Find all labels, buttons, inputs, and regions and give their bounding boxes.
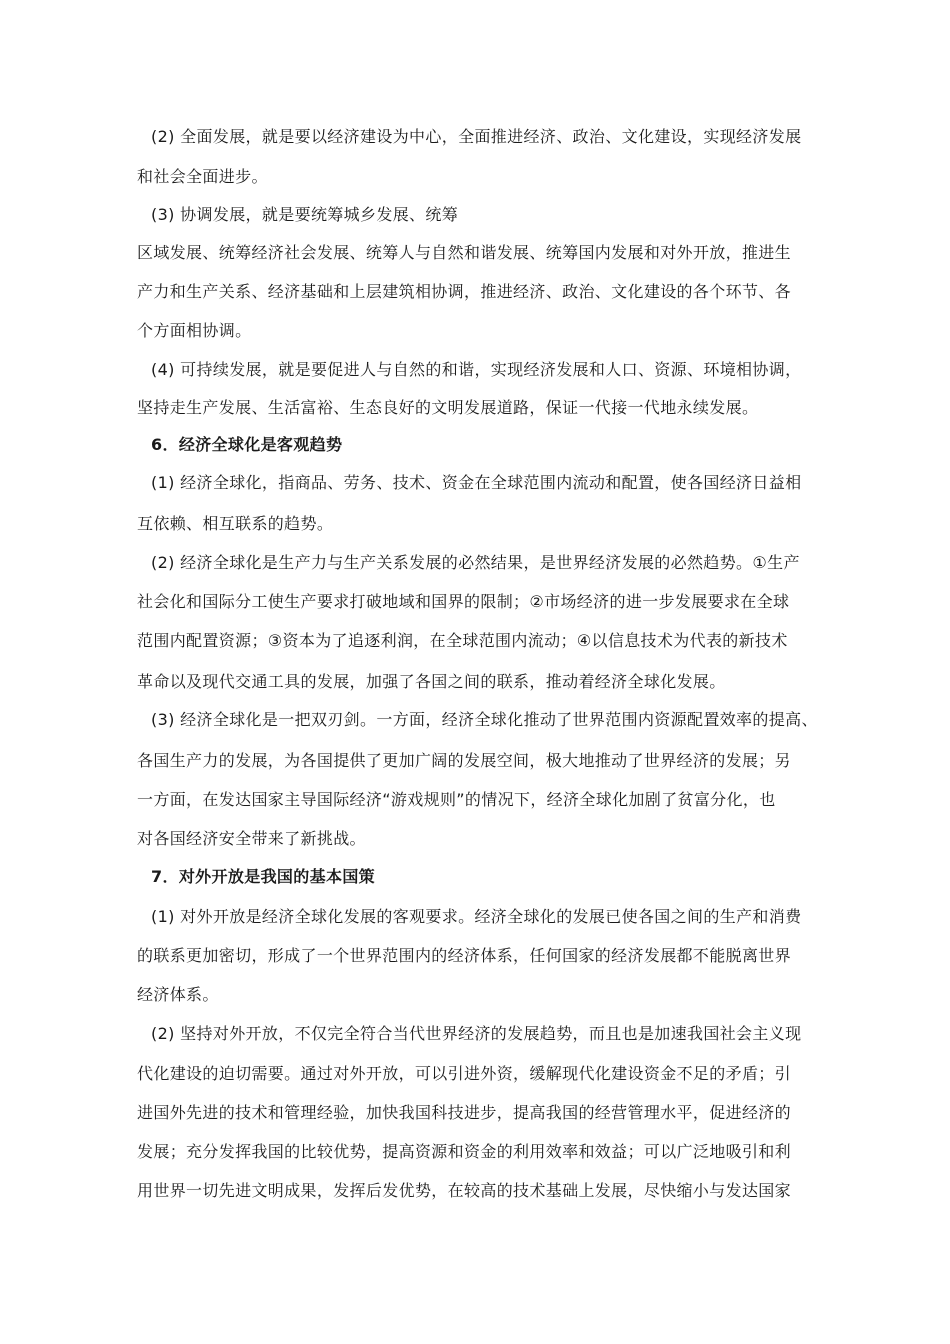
paragraph-line: 的联系更加密切，形成了一个世界范围内的经济体系，任何国家的经济发展都不能脱离世界 bbox=[137, 946, 792, 965]
paragraph-line: 一方面，在发达国家主导国际经济“游戏规则”的情况下，经济全球化加剧了贫富分化，也 bbox=[137, 790, 776, 809]
paragraph-line: 范围内配置资源；③资本为了追逐利润，在全球范围内流动；④以信息技术为代表的新技术 bbox=[137, 631, 788, 650]
paragraph-line: 个方面相协调。 bbox=[137, 321, 252, 340]
section-heading: 6．经济全球化是客观趋势 bbox=[151, 435, 343, 454]
paragraph-line: (3) 经济全球化是一把双刃剑。一方面，经济全球化推动了世界范围内资源配置效率的提高、 bbox=[151, 710, 818, 729]
paragraph-line: 产力和生产关系、经济基础和上层建筑相协调，推进经济、政治、文化建设的各个环节、各 bbox=[137, 282, 792, 301]
paragraph-line: 对各国经济安全带来了新挑战。 bbox=[137, 829, 366, 848]
paragraph-line: 代化建设的迫切需要。通过对外开放，可以引进外资，缓解现代化建设资金不足的矛盾；引 bbox=[137, 1064, 792, 1083]
paragraph-line: (2) 经济全球化是生产力与生产关系发展的必然结果，是世界经济发展的必然趋势。①生产 bbox=[151, 553, 800, 572]
paragraph-line: 各国生产力的发展，为各国提供了更加广阔的发展空间，极大地推动了世界经济的发展；另 bbox=[137, 751, 792, 770]
paragraph-line: 经济体系。 bbox=[137, 985, 219, 1004]
paragraph-line: 革命以及现代交通工具的发展，加强了各国之间的联系，推动着经济全球化发展。 bbox=[137, 672, 726, 691]
paragraph-line: 区域发展、统筹经济社会发展、统筹人与自然和谐发展、统筹国内发展和对外开放，推进生 bbox=[137, 243, 792, 262]
paragraph-line: 用世界一切先进文明成果，发挥后发优势，在较高的技术基础上发展，尽快缩小与发达国家 bbox=[137, 1181, 792, 1200]
paragraph-line: (2) 坚持对外开放，不仅完全符合当代世界经济的发展趋势，而且也是加速我国社会主义现 bbox=[151, 1024, 802, 1043]
paragraph-line: (2) 全面发展，就是要以经济建设为中心，全面推进经济、政治、文化建设，实现经济发展 bbox=[151, 127, 802, 146]
paragraph-line: 坚持走生产发展、生活富裕、生态良好的文明发展道路，保证一代接一代地永续发展。 bbox=[137, 398, 759, 417]
paragraph-line: 和社会全面进步。 bbox=[137, 167, 268, 186]
paragraph-line: (1) 经济全球化，指商品、劳务、技术、资金在全球范围内流动和配置，使各国经济日益相 bbox=[151, 473, 802, 492]
paragraph-line: 互依赖、相互联系的趋势。 bbox=[137, 514, 334, 533]
paragraph-line: (3) 协调发展，就是要统筹城乡发展、统筹 bbox=[151, 205, 459, 224]
paragraph-line: 社会化和国际分工使生产要求打破地域和国界的限制；②市场经济的进一步发展要求在全球 bbox=[137, 592, 790, 611]
paragraph-line: 发展；充分发挥我国的比较优势，提高资源和资金的利用效率和效益；可以广泛地吸引和利 bbox=[137, 1142, 792, 1161]
paragraph-line: (1) 对外开放是经济全球化发展的客观要求。经济全球化的发展已使各国之间的生产和消费 bbox=[151, 907, 802, 926]
paragraph-line: (4) 可持续发展，就是要促进人与自然的和谐，实现经济发展和人口、资源、环境相协调， bbox=[151, 360, 802, 379]
paragraph-line: 进国外先进的技术和管理经验，加快我国科技进步，提高我国的经营管理水平，促进经济的 bbox=[137, 1103, 792, 1122]
section-heading: 7．对外开放是我国的基本国策 bbox=[151, 867, 376, 886]
